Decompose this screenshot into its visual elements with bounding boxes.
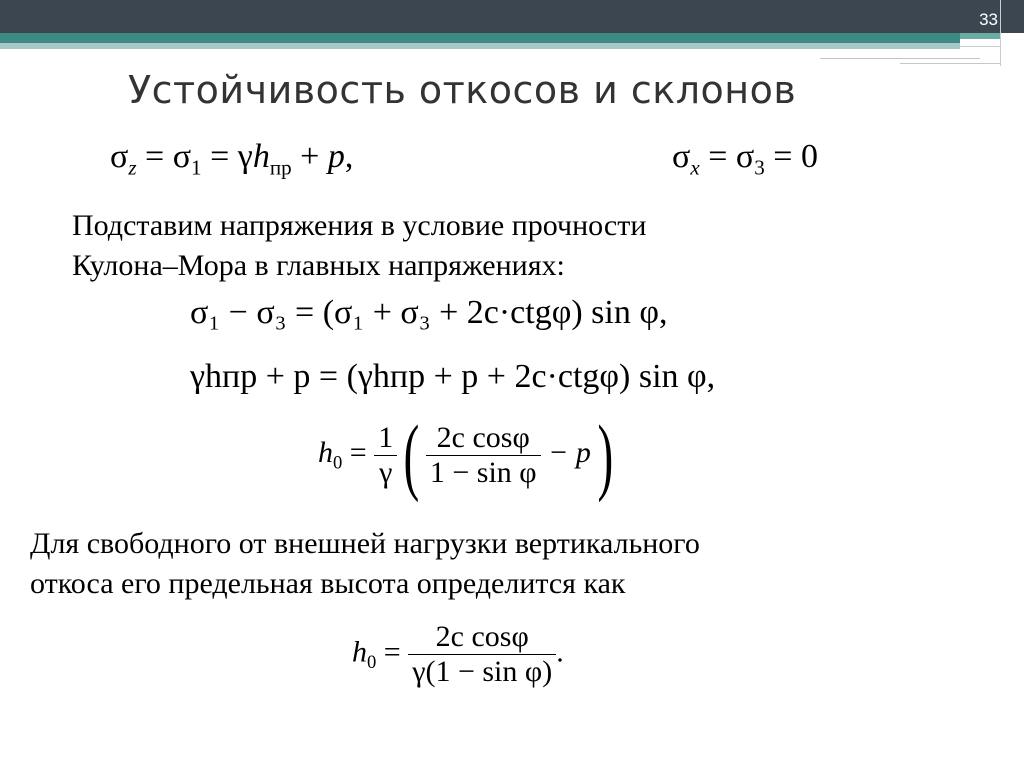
slide-number: 33 <box>979 10 998 29</box>
fraction-cos-over-sin: $\frac{\text{2c cosφ}}{\text{1 − sin φ}}$ <box>426 421 541 490</box>
formula-h0-final: $h_0$ = $\frac{\text{2c cosφ}}{\text{γ(1 − sin φ)}}$ . <box>352 620 564 688</box>
fraction-one-over-gamma: $\frac{1}{\gamma}$ <box>374 421 397 490</box>
header-rule <box>900 63 1000 64</box>
formula-h0-general: $h_0$ = $\frac{1}{\gamma}$ ( $\frac{\text{2c cosφ}}{\text{1 − sin φ}}$ − p) <box>318 407 614 503</box>
formula-coulomb-mohr: σ₁ − σ₃ = (σ₁ + σ₃ + 2c·ctgφ) sin φ, <box>190 294 668 331</box>
formula-sigma-x: $\sigma_x = \sigma_3 = 0$ <box>672 138 818 180</box>
header-band <box>0 0 1024 33</box>
header-accent-bar <box>0 33 960 43</box>
slide-title: Устойчивость откосов и склонов <box>128 68 797 112</box>
paragraph-line: Кулона–Мора в главных напряжениях: <box>72 249 565 282</box>
header-vertical-rule <box>1000 0 1001 66</box>
right-paren: ) <box>597 407 614 503</box>
formula-sigma-z: $\sigma_z = \sigma_1 = \gamma h_{пр} + p$, <box>110 138 354 180</box>
paragraph-line: Для свободного от внешней нагрузки вертикального <box>30 527 700 560</box>
paragraph-line: Подставим напряжения в условие прочности <box>72 209 647 242</box>
fraction-h0: $\frac{\text{2c cosφ}}{\text{γ(1 − sin φ)}}$ <box>408 620 556 689</box>
header-rule <box>820 58 980 59</box>
paragraph-substitute <box>72 206 646 286</box>
paragraph-free-slope <box>30 524 700 604</box>
header-rule <box>960 46 1000 47</box>
paragraph-line: откоса его предельная высота определится как <box>30 567 626 600</box>
header-accent-bar-end <box>960 33 1000 39</box>
header-shadow-bar <box>0 43 960 49</box>
left-paren: ( <box>403 407 420 503</box>
formula-substituted: γhпр + p = (γhпр + p + 2c·ctgφ) sin φ, <box>190 358 716 395</box>
